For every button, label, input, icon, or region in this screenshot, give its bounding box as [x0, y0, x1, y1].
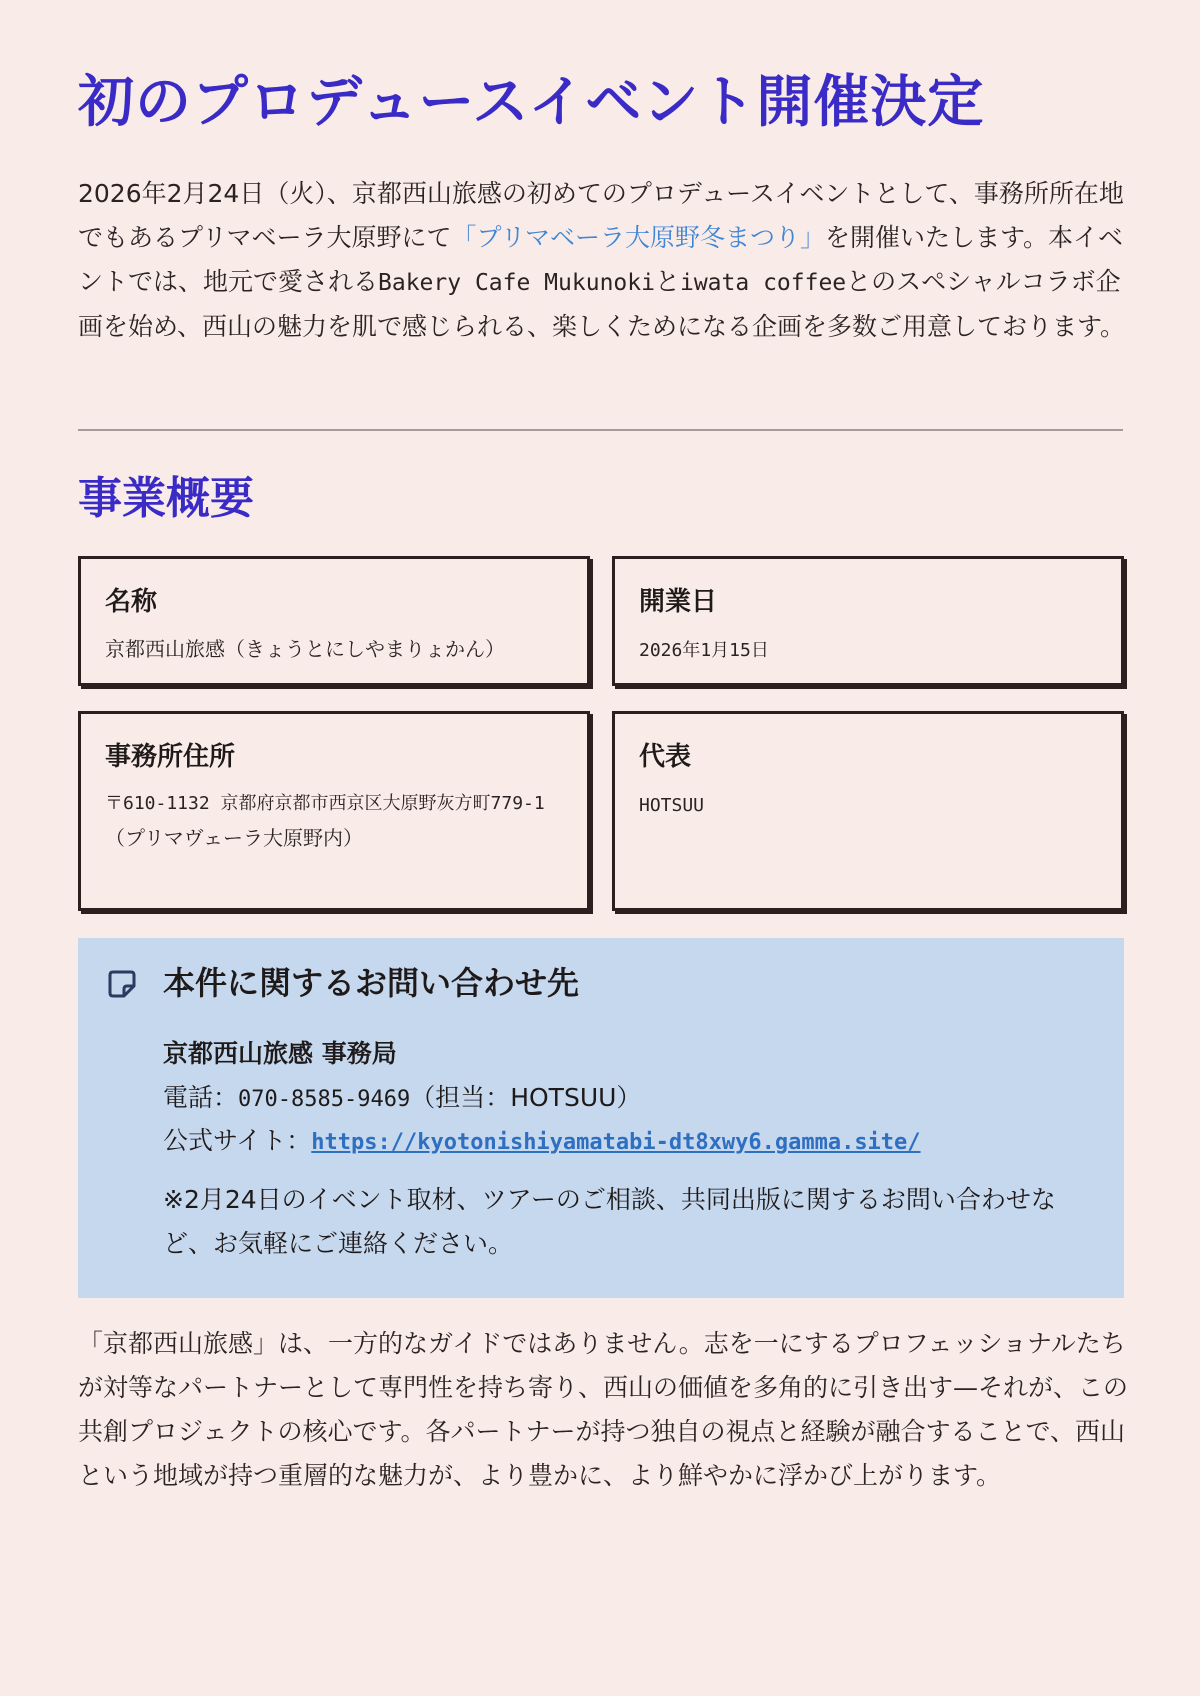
card-opening-label: 開業日 — [639, 587, 718, 617]
contact-note: ※2月24日のイベント取材、ツアーのご相談、共同出版に関するお問い合わせなど、お気軽にご連絡ください。 — [163, 1185, 1056, 1258]
intro-text-2: を開催いたします。本イベントでは、地元で愛される — [78, 223, 1124, 296]
card-office-value — [105, 787, 563, 855]
note-icon — [106, 968, 138, 1000]
event-name: 「プリマベーラ大原野冬まつり」 — [451, 223, 826, 252]
card-opening-date — [612, 556, 1124, 686]
closing-paragraph: 「京都西山旅感」は、一方的なガイドではありません。志を一にするプロフェッショナルたちが対等なパートナーとして専門性を持ち寄り、西山の価値を多角的に引き出す—それが、この共創プロジェクトの核心です。各パートナーが持つ独自の視点と経験が融合することで、西山という地域が持つ重層的な魅力が、より豊かに、より鮮やかに浮かび上がります。 — [78, 1329, 1129, 1490]
contact-phone-line — [163, 1078, 641, 1114]
intro-paragraph — [78, 172, 1128, 349]
card-name-label: 名称 — [105, 587, 158, 617]
page-title: 初のプロデュースイベント開催決定 — [78, 70, 985, 135]
phone-number[interactable]: 070-8585-9469 — [238, 1087, 411, 1112]
contact-organization: 京都西山旅感 事務局 — [163, 1039, 397, 1068]
card-office-label: 事務所住所 — [105, 742, 236, 772]
section-divider — [78, 429, 1123, 431]
contact-title: 本件に関するお問い合わせ先 — [163, 964, 580, 1002]
site-label: 公式サイト： — [163, 1126, 312, 1155]
office-building: （プリマヴェーラ大原野内） — [105, 826, 363, 850]
card-opening-value — [639, 632, 1097, 668]
card-rep-label: 代表 — [639, 742, 692, 772]
card-name — [78, 556, 590, 686]
card-office-address — [78, 711, 590, 911]
card-rep-value — [639, 787, 1097, 823]
partner-bakery: Bakery Cafe Mukunoki — [378, 270, 655, 296]
office-address: 〒610-1132 京都府京都市西京区大原野灰方町779-1 — [105, 793, 545, 814]
opening-date: 2026年1月15日 — [639, 640, 769, 661]
intro-text-4: とのスペシャルコラボ企画を始め、西山の魅力を肌で感じられる、楽しくためになる企画を多数ご用意しております。 — [78, 267, 1126, 341]
card-name-value: 京都西山旅感（きょうとにしやまりょかん） — [105, 637, 505, 661]
contact-box — [78, 938, 1124, 1298]
rep-name: HOTSUU — [639, 795, 705, 816]
intro-text-3: と — [654, 267, 680, 296]
official-site-link[interactable]: https://kyotonishiyamatabi-dt8xwy6.gamma.site/ — [311, 1130, 921, 1155]
intro-text-1: 2026年2月24日（火）、京都西山旅感の初めてのプロデュースイベントとして、事務所所在地でもあるプリマベーラ大原野にて — [78, 179, 1124, 252]
partner-coffee: iwata coffee — [679, 270, 847, 296]
phone-label: 電話： — [163, 1083, 239, 1112]
card-representative — [612, 711, 1124, 911]
phone-person: （担当：HOTSUU） — [410, 1083, 642, 1112]
overview-title: 事業概要 — [78, 473, 254, 524]
contact-site-line — [163, 1121, 921, 1157]
